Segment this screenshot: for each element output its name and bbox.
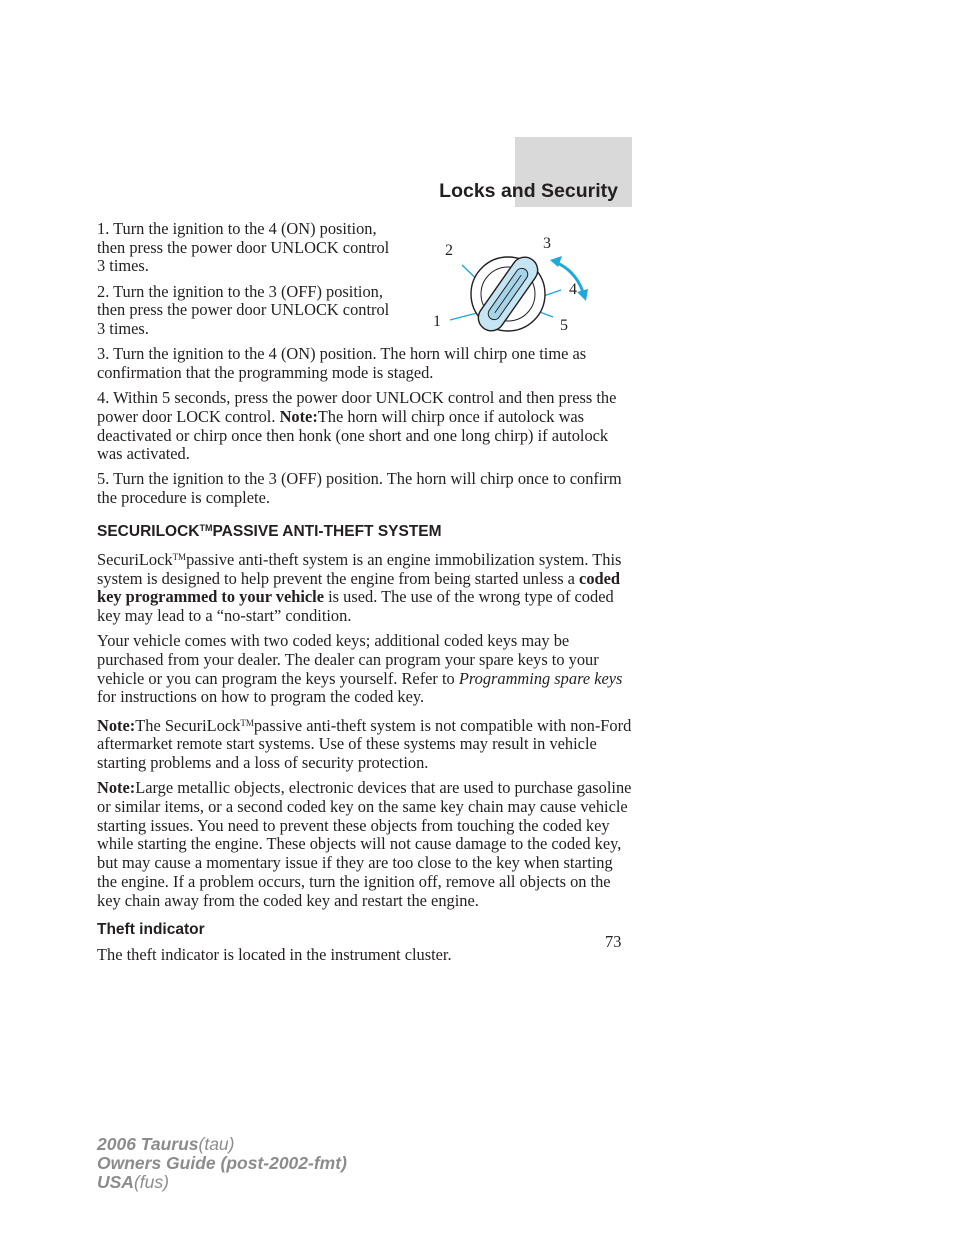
heading-post: PASSIVE ANTI-THEFT SYSTEM	[212, 522, 442, 540]
footer-line-2: Owners Guide (post-2002-fmt)	[97, 1153, 347, 1173]
footer-line-1	[97, 1135, 347, 1154]
theft-indicator-text: The theft indicator is located in the instrument cluster.	[97, 945, 452, 965]
cross-reference: Programming spare keys	[458, 668, 623, 688]
position-label-1: 1	[433, 313, 441, 330]
note-remote-start	[97, 714, 632, 773]
document-footer	[97, 1135, 347, 1192]
page-number: 73	[605, 932, 622, 951]
step-2: 2. Turn the ignition to the 3 (OFF) position, then press the power door UNLOCK control 3 times.	[97, 281, 390, 339]
intro-text-end: is used. The use of the wrong type of coded key may lead to a “no-start” condition.	[97, 587, 614, 626]
page-section-title: Locks and Security	[439, 180, 618, 202]
intro-text: passive anti-theft system is an engine immobilization system. This system is designed to help prevent the engine from being started unless a	[97, 550, 622, 588]
spare-keys-text: Your vehicle comes with two coded keys; additional coded keys may be purchased from your dealer. The dealer can program your spare keys to your vehicle or you can program the keys yourself. Refer to	[97, 631, 599, 688]
note-text-end: passive anti-theft system is not compatible with non-Ford aftermarket remote start systems. Use of these systems may result in vehicle starting problems and a loss of security protection.	[97, 715, 632, 773]
heading-pre: SECURILOCK	[97, 522, 200, 540]
note-label: Note:	[97, 778, 136, 798]
page-body	[97, 220, 632, 972]
trademark-mark: TM	[199, 522, 213, 533]
position-label-5: 5	[560, 317, 568, 334]
brand-name: SecuriLock	[97, 550, 173, 570]
note-metallic-objects	[97, 779, 632, 910]
securilock-intro	[97, 548, 632, 626]
step-4-note: The horn will chirp once if autolock was deactivated or chirp once then honk (one short and one long chirp) if autolock was activated.	[97, 406, 609, 464]
position-label-3: 3	[543, 235, 551, 252]
position-label-4: 4	[569, 281, 577, 298]
trademark-mark: TM	[172, 552, 187, 563]
securilock-heading	[97, 519, 632, 542]
footer-market: USA	[97, 1172, 134, 1192]
theft-indicator-heading: Theft indicator	[97, 921, 205, 939]
footer-model-code: (tau)	[198, 1134, 235, 1154]
coded-key-emphasis: coded key programmed to your vehicle	[97, 568, 621, 607]
spare-keys-text-end: for instructions on how to program the coded key.	[97, 687, 425, 707]
step-5: 5. Turn the ignition to the 3 (OFF) position. The horn will chirp once to confirm the procedure is complete.	[97, 469, 622, 508]
step-4	[97, 389, 632, 464]
step-4-text: 4. Within 5 seconds, press the power door UNLOCK control and then press the power door LOCK control.	[97, 388, 617, 426]
step-3	[97, 345, 632, 382]
position-label-2: 2	[445, 242, 453, 259]
note-text: The SecuriLock	[135, 715, 241, 735]
spare-keys-paragraph	[97, 632, 632, 707]
step-1: 1. Turn the ignition to the 4 (ON) position, then press the power door UNLOCK control 3 times.	[97, 219, 390, 276]
footer-market-code: (fus)	[133, 1172, 169, 1192]
footer-line-3	[97, 1173, 347, 1192]
footer-model: 2006 Taurus	[97, 1134, 199, 1154]
note-label: Note:	[97, 715, 136, 735]
note-label: Note:	[279, 406, 318, 426]
trademark-mark: TM	[240, 717, 254, 728]
note-text: Large metallic objects, electronic devices that are used to purchase gasoline or similar items, or a second coded key on the same key chain may cause vehicle starting issues. You need to prevent these objects from touching the coded key while starting the engine. These objects will not cause damage to the coded key, but may cause a momentary issue if they are too close to the key when starting the engine. If a problem occurs, turn the ignition off, remove all objects on the key chain away from the coded key and restart the engine.	[97, 778, 632, 910]
step-3-text: 3. Turn the ignition to the 4 (ON) position. The horn will chirp one time as confirmation that the programming mode is staged.	[97, 344, 587, 382]
